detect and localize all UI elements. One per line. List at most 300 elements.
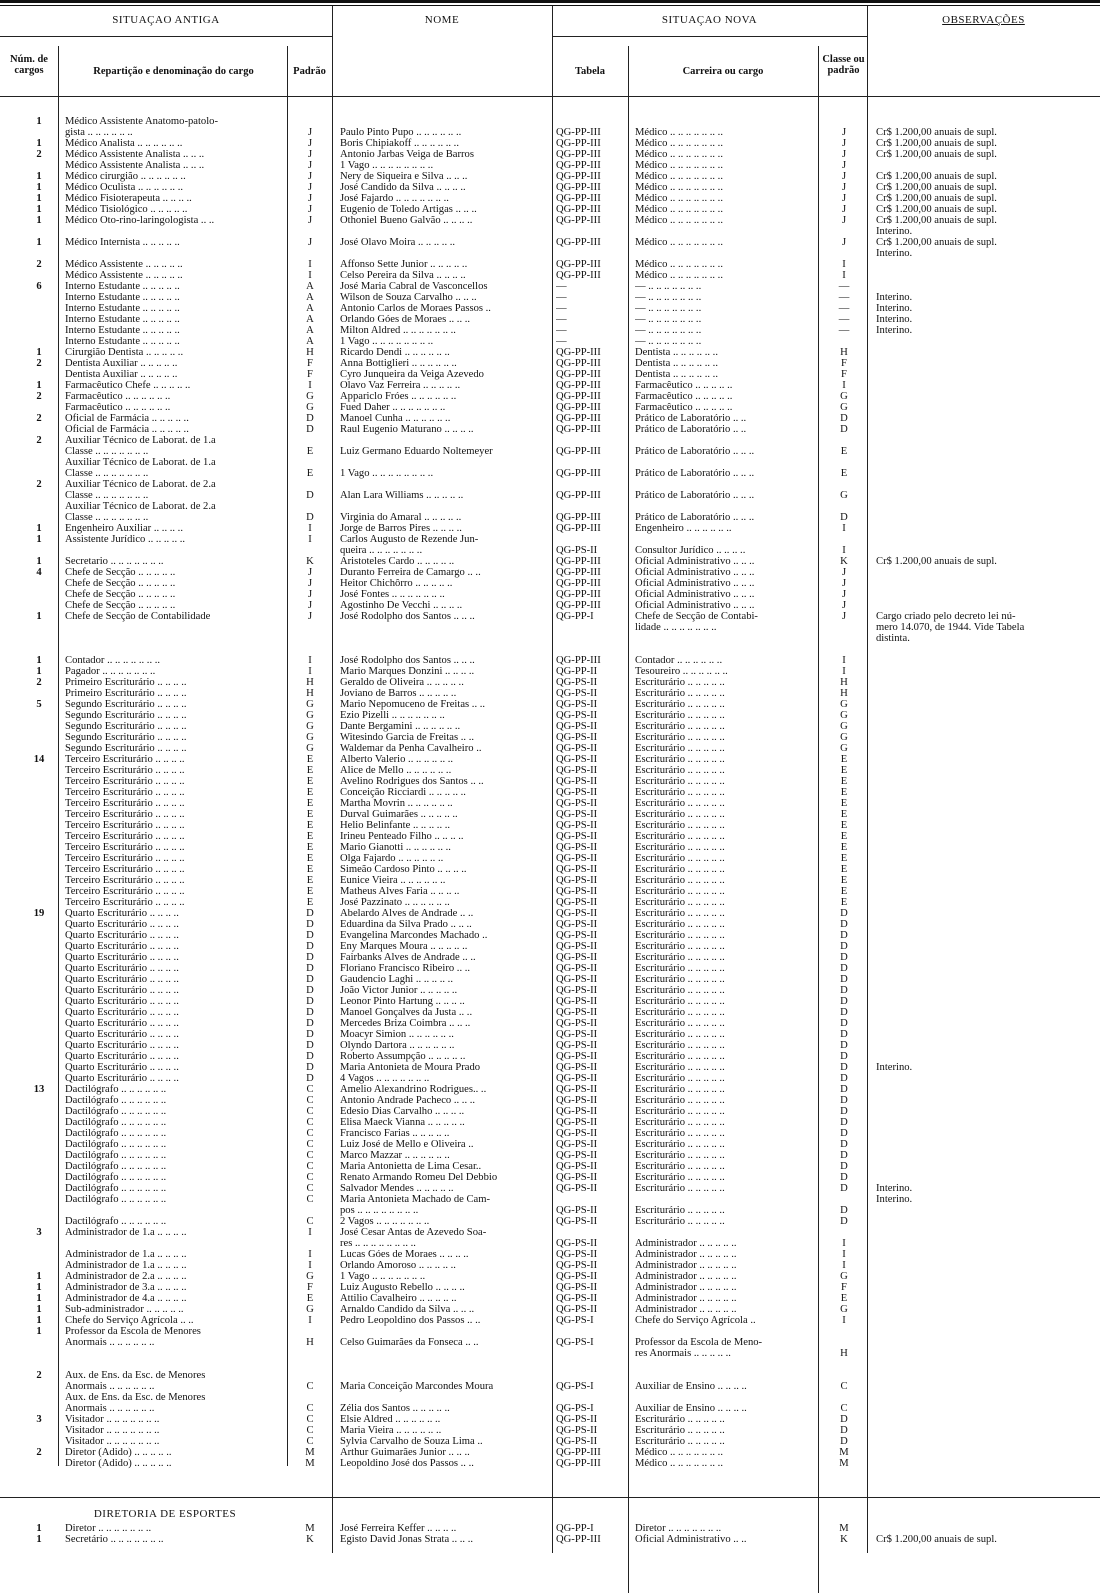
padrao-cell: C: [306, 1194, 314, 1205]
classe-padrao-cell: I: [842, 666, 846, 677]
num-cargos-cell: 2: [36, 1447, 42, 1458]
num-cargos-cell: 1: [36, 347, 42, 358]
nome-cell: Matheus Alves Faria .. .. .. ..: [340, 886, 460, 897]
reparticao-cargo-cell: Médico Assistente Anatomo-patolo-: [65, 116, 218, 127]
num-cargos-cell: 1: [36, 666, 42, 677]
carreira-cargo-cell: Professor da Escola de Meno-: [635, 1337, 763, 1348]
padrao-cell: F: [307, 358, 313, 369]
table-row: [0, 193, 1100, 204]
table-row: [0, 1084, 1100, 1095]
reparticao-cargo-cell: Médico Oculista .. .. .. .. .. ..: [65, 182, 183, 193]
carreira-cargo-cell: Escriturário .. .. .. .. ..: [635, 710, 725, 721]
reparticao-cargo-cell: Quarto Escriturário .. .. .. ..: [65, 1029, 179, 1040]
observacao-cell: Cargo criado pelo decreto lei nú-: [876, 611, 1016, 622]
nome-cell: 1 Vago .. .. .. .. .. .. .. ..: [340, 468, 434, 479]
table-row: [0, 1523, 1100, 1534]
padrao-cell: D: [306, 941, 314, 952]
table-row: [0, 1403, 1100, 1414]
tabela-cell: QG-PS-II: [556, 941, 598, 952]
reparticao-cargo-cell: Terceiro Escriturário .. .. .. ..: [65, 787, 185, 798]
carreira-cargo-cell: Escriturário .. .. .. .. ..: [635, 1139, 725, 1150]
reparticao-cargo-cell: Segundo Escriturário .. .. .. ..: [65, 721, 187, 732]
classe-padrao-cell: G: [840, 699, 848, 710]
classe-padrao-cell: D: [840, 1414, 848, 1425]
table-row: [0, 1282, 1100, 1293]
tabela-cell: QG-PS-II: [556, 1029, 598, 1040]
reparticao-cargo-cell: Dactilógrafo .. .. .. .. .. ..: [65, 1106, 167, 1117]
table-row: [0, 1271, 1100, 1282]
padrao-cell: J: [307, 138, 313, 149]
carreira-cargo-cell: Escriturário .. .. .. .. ..: [635, 941, 725, 952]
classe-padrao-cell: G: [840, 743, 848, 754]
carreira-cargo-cell: Escriturário .. .. .. .. ..: [635, 1040, 725, 1051]
reparticao-cargo-cell: Quarto Escriturário .. .. .. ..: [65, 963, 179, 974]
classe-padrao-cell: E: [840, 1293, 848, 1304]
tabela-cell: QG-PS-II: [556, 1084, 598, 1095]
nome-cell: Irineu Penteado Filho .. .. .. ..: [340, 831, 464, 842]
table-row: [0, 699, 1100, 710]
carreira-cargo-cell: Chefe de Secção de Contabi-: [635, 611, 758, 622]
reparticao-cargo-cell: Segundo Escriturário .. .. .. ..: [65, 732, 187, 743]
section-rule: [0, 1497, 1100, 1498]
table-row: [0, 314, 1100, 325]
header-observacoes: OBSERVAÇÕES: [942, 14, 1025, 26]
table-row: [0, 743, 1100, 754]
tabela-cell: QG-PS-II: [556, 1271, 598, 1282]
padrao-cell: J: [307, 182, 313, 193]
nome-cell: Sylvia Carvalho de Souza Lima ..: [340, 1436, 483, 1447]
nome-cell: José Ferreira Keffer .. .. .. ..: [340, 1523, 457, 1534]
carreira-cargo-cell: Escriturário .. .. .. .. ..: [635, 1018, 725, 1029]
nome-cell: Amelio Alexandrino Rodrigues.. ..: [340, 1084, 487, 1095]
classe-padrao-cell: D: [840, 930, 848, 941]
carreira-cargo-cell: Escriturário .. .. .. .. ..: [635, 974, 725, 985]
padrao-cell: C: [306, 1117, 314, 1128]
nome-cell: José Candido da Silva .. .. .. ..: [340, 182, 466, 193]
tabela-cell: QG-PP-III: [556, 578, 601, 589]
nome-cell: José Rodolpho dos Santos .. .. ..: [340, 655, 475, 666]
nome-cell: res .. .. .. .. .. .. .. ..: [340, 1238, 416, 1249]
padrao-cell: J: [307, 567, 313, 578]
nome-cell: Maria Antonieta Machado de Cam-: [340, 1194, 491, 1205]
classe-padrao-cell: E: [840, 875, 848, 886]
observacao-cell: Interino.: [876, 1194, 913, 1205]
padrao-cell: E: [306, 842, 314, 853]
table-row: [0, 941, 1100, 952]
num-cargos-cell: 1: [36, 116, 42, 127]
tabela-cell: QG-PS-II: [556, 1436, 598, 1447]
reparticao-cargo-cell: Quarto Escriturário .. .. .. ..: [65, 908, 179, 919]
table-row: [0, 127, 1100, 138]
nome-cell: Milton Aldred .. .. .. .. .. .. ..: [340, 325, 456, 336]
tabela-cell: QG-PP-I: [556, 1523, 594, 1534]
padrao-cell: J: [307, 237, 313, 248]
tabela-cell: QG-PS-II: [556, 985, 598, 996]
tabela-cell: QG-PP-III: [556, 369, 601, 380]
padrao-cell: F: [307, 369, 313, 380]
classe-padrao-cell: D: [840, 1425, 848, 1436]
carreira-cargo-cell: Administrador .. .. .. .. ..: [635, 1282, 737, 1293]
nome-cell: Cyro Junqueira da Veiga Azevedo: [340, 369, 484, 380]
nome-cell: Durval Guimarães .. .. .. .. ..: [340, 809, 458, 820]
carreira-cargo-cell: Dentista .. .. .. .. .. ..: [635, 347, 718, 358]
nome-cell: Mario Gianotti .. .. .. .. .. ..: [340, 842, 451, 853]
table-row: [0, 501, 1100, 512]
classe-padrao-cell: —: [838, 314, 850, 325]
num-cargos-cell: 1: [36, 1271, 42, 1282]
reparticao-cargo-cell: Dactilógrafo .. .. .. .. .. ..: [65, 1117, 167, 1128]
carreira-cargo-cell: Médico .. .. .. .. .. .. ..: [635, 160, 723, 171]
carreira-cargo-cell: Escriturário .. .. .. .. ..: [635, 908, 725, 919]
observacao-cell: Cr$ 1.200,00 anuais de supl.: [876, 193, 997, 204]
reparticao-cargo-cell: Segundo Escriturário .. .. .. ..: [65, 710, 187, 721]
table-row: [0, 1326, 1100, 1337]
carreira-cargo-cell: Escriturário .. .. .. .. ..: [635, 1029, 725, 1040]
nome-cell: Celso Pereira da Silva .. .. .. ..: [340, 270, 466, 281]
tabela-cell: QG-PS-II: [556, 710, 598, 721]
reparticao-cargo-cell: Chefe de Secção .. .. .. .. ..: [65, 578, 176, 589]
carreira-cargo-cell: Escriturário .. .. .. .. ..: [635, 1128, 725, 1139]
tabela-cell: QG-PP-III: [556, 204, 601, 215]
nome-cell: Moacyr Simion .. .. .. .. .. ..: [340, 1029, 454, 1040]
padrao-cell: H: [306, 347, 314, 358]
reparticao-cargo-cell: Quarto Escriturário .. .. .. ..: [65, 1073, 179, 1084]
roster-table-body: [0, 116, 1100, 1469]
nome-cell: Elisa Maeck Vianna .. .. .. .. ..: [340, 1117, 465, 1128]
table-row: [0, 1227, 1100, 1238]
table-row: [0, 237, 1100, 248]
carreira-cargo-cell: Escriturário .. .. .. .. ..: [635, 688, 725, 699]
carreira-cargo-cell: res Anormais .. .. .. .. ..: [635, 1348, 731, 1359]
reparticao-cargo-cell: Classe .. .. .. .. .. .. ..: [65, 490, 149, 501]
table-row: [0, 446, 1100, 457]
table-row: [0, 787, 1100, 798]
table-row: [0, 1414, 1100, 1425]
num-cargos-cell: 2: [36, 677, 42, 688]
nome-cell: Antonio Jarbas Veiga de Barros: [340, 149, 474, 160]
carreira-cargo-cell: Escriturário .. .. .. .. ..: [635, 1183, 725, 1194]
reparticao-cargo-cell: Dactilógrafo .. .. .. .. .. ..: [65, 1183, 167, 1194]
nome-cell: Alice de Mello .. .. .. .. .. ..: [340, 765, 452, 776]
reparticao-cargo-cell: Terceiro Escriturário .. .. .. ..: [65, 809, 185, 820]
tabela-cell: QG-PP-III: [556, 468, 601, 479]
padrao-cell: E: [306, 886, 314, 897]
reparticao-cargo-cell: Administrador de 4.a .. .. .. ..: [65, 1293, 187, 1304]
padrao-cell: G: [306, 391, 314, 402]
reparticao-cargo-cell: Terceiro Escriturário .. .. .. ..: [65, 886, 185, 897]
padrao-cell: I: [308, 1260, 312, 1271]
table-row: [0, 1359, 1100, 1370]
nome-cell: Maria Vieira .. .. .. .. .. ..: [340, 1425, 442, 1436]
reparticao-cargo-cell: Médico Assistente .. .. .. .. ..: [65, 259, 183, 270]
nome-cell: Dante Bergamini .. .. .. .. .. ..: [340, 721, 461, 732]
classe-padrao-cell: D: [840, 424, 848, 435]
num-cargos-cell: 5: [36, 699, 42, 710]
padrao-cell: I: [308, 1249, 312, 1260]
table-row: [0, 1293, 1100, 1304]
table-row: [0, 897, 1100, 908]
carreira-cargo-cell: Administrador .. .. .. .. ..: [635, 1260, 737, 1271]
padrao-cell: E: [306, 1293, 314, 1304]
classe-padrao-cell: K: [840, 556, 848, 567]
num-cargos-cell: 2: [36, 391, 42, 402]
reparticao-cargo-cell: Auxiliar Técnico de Laborat. de 1.a: [65, 457, 216, 468]
nome-cell: Antonio Carlos de Moraes Passos ..: [340, 303, 491, 314]
reparticao-cargo-cell: Dactilógrafo .. .. .. .. .. ..: [65, 1150, 167, 1161]
nome-cell: Egisto David Jonas Strata .. .. ..: [340, 1534, 473, 1545]
padrao-cell: G: [306, 402, 314, 413]
padrao-cell: C: [306, 1436, 314, 1447]
table-row: [0, 358, 1100, 369]
classe-padrao-cell: I: [842, 523, 846, 534]
tabela-cell: QG-PS-II: [556, 1425, 598, 1436]
reparticao-cargo-cell: Quarto Escriturário .. .. .. ..: [65, 1040, 179, 1051]
num-cargos-cell: 1: [36, 138, 42, 149]
table-row: [0, 798, 1100, 809]
padrao-cell: C: [306, 1183, 314, 1194]
reparticao-cargo-cell: Dactilógrafo .. .. .. .. .. ..: [65, 1139, 167, 1150]
carreira-cargo-cell: Médico .. .. .. .. .. .. ..: [635, 149, 723, 160]
nome-cell: Anna Bottiglieri .. .. .. .. .. ..: [340, 358, 457, 369]
table-row: [0, 1117, 1100, 1128]
table-row: [0, 600, 1100, 611]
observacao-cell: Cr$ 1.200,00 anuais de supl.: [876, 215, 997, 226]
reparticao-cargo-cell: Chefe do Serviço Agrícola .. ..: [65, 1315, 194, 1326]
tabela-cell: QG-PS-II: [556, 798, 598, 809]
nome-cell: Othoniel Bueno Galvão .. .. .. ..: [340, 215, 473, 226]
table-row: [0, 1183, 1100, 1194]
padrao-cell: J: [307, 215, 313, 226]
padrao-cell: E: [306, 831, 314, 842]
carreira-cargo-cell: Médico .. .. .. .. .. .. ..: [635, 1458, 723, 1469]
table-row: [0, 886, 1100, 897]
tabela-cell: QG-PS-II: [556, 831, 598, 842]
reparticao-cargo-cell: Diretor (Adido) .. .. .. .. ..: [65, 1458, 172, 1469]
carreira-cargo-cell: Médico .. .. .. .. .. .. ..: [635, 193, 723, 204]
num-cargos-cell: 4: [36, 567, 42, 578]
tabela-cell: QG-PS-II: [556, 787, 598, 798]
nome-cell: Witesindo Garcia de Freitas .. ..: [340, 732, 475, 743]
reparticao-cargo-cell: Administrador de 3.a .. .. .. ..: [65, 1282, 187, 1293]
carreira-cargo-cell: Farmacêutico .. .. .. .. ..: [635, 380, 733, 391]
carreira-cargo-cell: Médico .. .. .. .. .. .. ..: [635, 171, 723, 182]
tabela-cell: QG-PS-II: [556, 864, 598, 875]
num-cargos-cell: 1: [36, 1326, 42, 1337]
carreira-cargo-cell: — .. .. .. .. .. .. ..: [635, 281, 702, 292]
padrao-cell: D: [306, 1051, 314, 1062]
reparticao-cargo-cell: Visitador .. .. .. .. .. .. ..: [65, 1436, 160, 1447]
carreira-cargo-cell: Escriturário .. .. .. .. ..: [635, 1007, 725, 1018]
nome-cell: Heitor Chichôrro .. .. .. .. ..: [340, 578, 453, 589]
table-row: [0, 226, 1100, 237]
classe-padrao-cell: G: [840, 710, 848, 721]
table-row: [0, 721, 1100, 732]
carreira-cargo-cell: Prático de Laboratório .. ..: [635, 424, 747, 435]
tabela-cell: QG-PS-II: [556, 743, 598, 754]
nome-cell: Manoel Cunha .. .. .. .. .. ..: [340, 413, 451, 424]
tabela-cell: QG-PS-II: [556, 886, 598, 897]
carreira-cargo-cell: Escriturário .. .. .. .. ..: [635, 1436, 725, 1447]
reparticao-cargo-cell: Terceiro Escriturário .. .. .. ..: [65, 864, 185, 875]
classe-padrao-cell: G: [840, 1271, 848, 1282]
classe-padrao-cell: D: [840, 1172, 848, 1183]
tabela-cell: QG-PS-II: [556, 776, 598, 787]
padrao-cell: C: [306, 1150, 314, 1161]
tabela-cell: QG-PS-II: [556, 1282, 598, 1293]
tabela-cell: QG-PS-II: [556, 1161, 598, 1172]
classe-padrao-cell: —: [838, 325, 850, 336]
classe-padrao-cell: D: [840, 1051, 848, 1062]
table-row: [0, 1073, 1100, 1084]
reparticao-cargo-cell: Cirurgião Dentista .. .. .. .. ..: [65, 347, 184, 358]
classe-padrao-cell: D: [840, 1117, 848, 1128]
tabela-cell: QG-PS-II: [556, 721, 598, 732]
tabela-cell: QG-PP-III: [556, 490, 601, 501]
reparticao-cargo-cell: Anormais .. .. .. .. .. ..: [65, 1381, 155, 1392]
tabela-cell: QG-PS-II: [556, 1139, 598, 1150]
classe-padrao-cell: D: [840, 1073, 848, 1084]
tabela-cell: QG-PP-II: [556, 666, 598, 677]
carreira-cargo-cell: Prático de Laboratório .. .. ..: [635, 512, 755, 523]
padrao-cell: A: [306, 303, 314, 314]
nome-cell: Mario Nepomuceno de Freitas .. ..: [340, 699, 486, 710]
classe-padrao-cell: M: [839, 1523, 849, 1534]
tabela-cell: QG-PP-III: [556, 380, 601, 391]
table-row: [0, 523, 1100, 534]
observacao-cell: Interino.: [876, 1183, 913, 1194]
tabela-cell: QG-PP-III: [556, 556, 601, 567]
reparticao-cargo-cell: Quarto Escriturário .. .. .. ..: [65, 919, 179, 930]
classe-padrao-cell: I: [842, 1260, 846, 1271]
padrao-cell: D: [306, 996, 314, 1007]
reparticao-cargo-cell: Diretor (Adido) .. .. .. .. ..: [65, 1447, 172, 1458]
num-cargos-cell: 3: [36, 1414, 42, 1425]
nome-cell: Elsie Aldred .. .. .. .. .. ..: [340, 1414, 441, 1425]
carreira-cargo-cell: Escriturário .. .. .. .. ..: [635, 776, 725, 787]
num-cargos-cell: 2: [36, 358, 42, 369]
reparticao-cargo-cell: Administrador de 1.a .. .. .. ..: [65, 1249, 187, 1260]
table-row: [0, 336, 1100, 347]
carreira-cargo-cell: Consultor Jurídico .. .. .. ..: [635, 545, 746, 556]
table-row: [0, 116, 1100, 127]
nome-cell: Zélia dos Santos .. .. .. .. ..: [340, 1403, 450, 1414]
classe-padrao-cell: D: [840, 413, 848, 424]
padrao-cell: C: [306, 1403, 314, 1414]
table-row: [0, 1172, 1100, 1183]
padrao-cell: D: [306, 1073, 314, 1084]
classe-padrao-cell: E: [840, 765, 848, 776]
nome-cell: 2 Vagos .. .. .. .. .. .. ..: [340, 1216, 430, 1227]
padrao-cell: D: [306, 908, 314, 919]
nome-cell: Evangelina Marcondes Machado ..: [340, 930, 488, 941]
nome-cell: Orlando Góes de Moraes .. .. ..: [340, 314, 471, 325]
table-row: [0, 875, 1100, 886]
padrao-cell: G: [306, 710, 314, 721]
reparticao-cargo-cell: Contador .. .. .. .. .. .. ..: [65, 655, 161, 666]
classe-padrao-cell: I: [842, 259, 846, 270]
classe-padrao-cell: J: [841, 204, 847, 215]
classe-padrao-cell: D: [840, 1106, 848, 1117]
nome-cell: Leonor Pinto Hartung .. .. .. ..: [340, 996, 465, 1007]
classe-padrao-cell: I: [842, 1315, 846, 1326]
num-cargos-cell: 2: [36, 149, 42, 160]
tabela-cell: QG-PP-III: [556, 600, 601, 611]
num-cargos-cell: 2: [36, 259, 42, 270]
nome-cell: Attilio Cavalheiro .. .. .. .. ..: [340, 1293, 457, 1304]
padrao-cell: K: [306, 556, 314, 567]
reparticao-cargo-cell: Interno Estudante .. .. .. .. ..: [65, 336, 180, 347]
tabela-cell: QG-PP-III: [556, 1447, 601, 1458]
classe-padrao-cell: C: [840, 1403, 848, 1414]
table-row: [0, 1381, 1100, 1392]
reparticao-cargo-cell: Quarto Escriturário .. .. .. ..: [65, 985, 179, 996]
padrao-cell: C: [306, 1172, 314, 1183]
classe-padrao-cell: E: [840, 897, 848, 908]
reparticao-cargo-cell: Aux. de Ens. da Esc. de Menores: [65, 1392, 206, 1403]
padrao-cell: E: [306, 897, 314, 908]
nome-cell: pos .. .. .. .. .. .. .. ..: [340, 1205, 419, 1216]
table-row: [0, 644, 1100, 655]
nome-cell: Leopoldino José dos Passos .. ..: [340, 1458, 474, 1469]
reparticao-cargo-cell: Classe .. .. .. .. .. .. ..: [65, 468, 149, 479]
table-row: [0, 831, 1100, 842]
nome-cell: José Maria Cabral de Vasconcellos: [340, 281, 488, 292]
observacao-cell: Cr$ 1.200,00 anuais de supl.: [876, 556, 997, 567]
table-row: [0, 1128, 1100, 1139]
padrao-cell: D: [306, 413, 314, 424]
nome-cell: Ezio Pizelli .. .. .. .. .. .. ..: [340, 710, 445, 721]
num-cargos-cell: 1: [36, 237, 42, 248]
table-row: [0, 776, 1100, 787]
reparticao-cargo-cell: Dactilógrafo .. .. .. .. .. ..: [65, 1216, 167, 1227]
reparticao-cargo-cell: Professor da Escola de Menores: [65, 1326, 201, 1337]
tabela-cell: QG-PS-I: [556, 1403, 594, 1414]
reparticao-cargo-cell: Chefe de Secção .. .. .. .. ..: [65, 589, 176, 600]
table-row: [0, 1458, 1100, 1469]
table-row: [0, 391, 1100, 402]
padrao-cell: E: [306, 864, 314, 875]
tabela-cell: QG-PS-II: [556, 908, 598, 919]
table-row: [0, 820, 1100, 831]
padrao-cell: E: [306, 853, 314, 864]
table-row: [0, 754, 1100, 765]
classe-padrao-cell: D: [840, 1139, 848, 1150]
table-row: [0, 633, 1100, 644]
reparticao-cargo-cell: Quarto Escriturário .. .. .. ..: [65, 974, 179, 985]
carreira-cargo-cell: Prático de Laboratório .. ..: [635, 413, 747, 424]
padrao-cell: D: [306, 1062, 314, 1073]
nome-cell: Mario Marques Donzini .. .. .. ..: [340, 666, 475, 677]
table-row: [0, 1534, 1100, 1545]
table-row: [0, 1150, 1100, 1161]
classe-padrao-cell: D: [840, 1436, 848, 1447]
nome-cell: Alan Lara Williams .. .. .. .. ..: [340, 490, 464, 501]
table-row: [0, 369, 1100, 380]
table-row: [0, 1304, 1100, 1315]
reparticao-cargo-cell: Terceiro Escriturário .. .. .. ..: [65, 776, 185, 787]
reparticao-cargo-cell: Quarto Escriturário .. .. .. ..: [65, 1018, 179, 1029]
observacao-cell: Cr$ 1.200,00 anuais de supl.: [876, 149, 997, 160]
carreira-cargo-cell: Administrador .. .. .. .. ..: [635, 1304, 737, 1315]
table-row: [0, 1095, 1100, 1106]
tabela-cell: QG-PS-II: [556, 1051, 598, 1062]
classe-padrao-cell: G: [840, 732, 848, 743]
reparticao-cargo-cell: Quarto Escriturário .. .. .. ..: [65, 941, 179, 952]
carreira-cargo-cell: Administrador .. .. .. .. ..: [635, 1238, 737, 1249]
tabela-cell: QG-PP-III: [556, 182, 601, 193]
table-row: [0, 138, 1100, 149]
table-row: [0, 985, 1100, 996]
